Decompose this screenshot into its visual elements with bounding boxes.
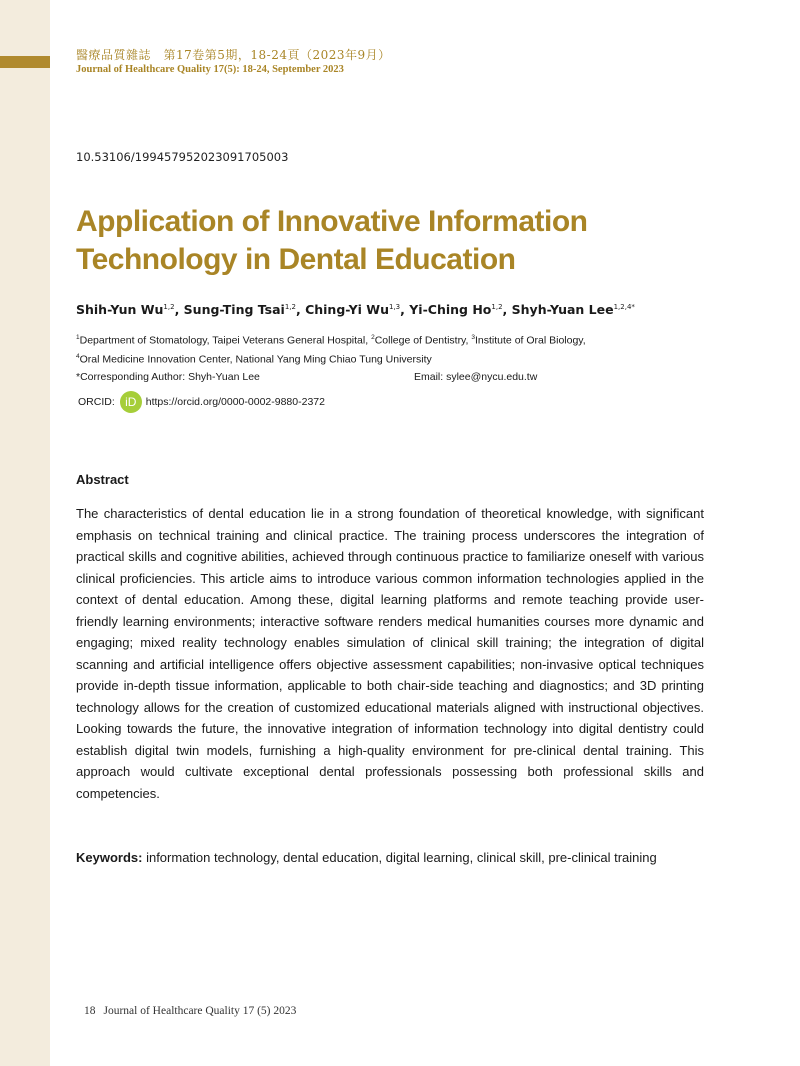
page-sidebar [0,0,50,1066]
sidebar-gold-tab [0,56,50,68]
affil-text: College of Dentistry, [374,334,472,347]
running-head-chinese: 醫療品質雜誌 第17卷第5期，18-24頁（2023年9月） [76,48,391,62]
author-affil: 1,2,4* [613,302,635,311]
corresponding-author: *Corresponding Author: Shyh-Yuan Lee [76,371,260,383]
author-name: Shih-Yun Wu [76,302,164,317]
keywords-text: information technology, dental education, digital learning, clinical skill, pre-clinical training [142,850,657,865]
abstract-body: The characteristics of dental education lie in a strong foundation of theoretical knowledge, with significant emphasis on technical training and clinical practice. The training process underscores the integration of practical skills and cognitive abilities, achieved through continuous practice to familiarize oneself with various clinical proficiencies. This article aims to introduce various common information technologies applied in the context of dental education. Among these, digital learning platforms and remote teaching provide user-friendly learning environments; interactive software renders medical humanities courses more dynamic and engaging; mixed reality technology enables simulation of clinical skill training; the integration of digital scanning and artificial intelligence offers objective assessment capabilities; non-invasive optical techniques provide in-depth tissue information, applicable to both chair-side teaching and diagnostics; and 3D printing technology allows for the creation of customized educational materials aligned with instructional objectives. Looking towards the future, the innovative integration of information technology into digital dentistry could establish digital twin models, furnishing a high-quality environment for pre-clinical dental training. This approach would cultivate exceptional dental professionals possessing both professional skills and competencies. [76,506,704,801]
affiliation-line [76,330,586,349]
affiliation-line [76,349,586,368]
footer-journal: Journal of Healthcare Quality 17 (5) 2023 [103,1005,297,1017]
orcid-label: ORCID: [78,396,115,408]
orcid-line [78,391,325,413]
author-affil: 1,2 [163,302,175,311]
affil-text: Institute of Oral Biology, [475,334,586,347]
affil-number: 3 [471,334,475,341]
author-affil: 1,2 [284,302,296,311]
page-number: 18 [84,1005,96,1017]
author-separator: , [502,302,512,317]
running-head [76,47,391,77]
affil-text: Department of Stomatology, Taipei Veterans General Hospital, [79,334,372,347]
affil-number: 4 [76,352,80,360]
orcid-link[interactable]: https://orcid.org/0000-0002-9880-2372 [145,396,325,408]
doi: 10.53106/199457952023091705003 [76,150,289,164]
affil-number: 2 [371,334,375,341]
affil-number: 1 [76,334,80,341]
author-separator: , [295,302,306,317]
author-separator: , [174,302,184,317]
author-name: Yi-Ching Ho [409,302,492,317]
affiliations [76,330,586,367]
page-footer [84,1005,296,1017]
orcid-icon: iD [120,391,142,413]
abstract-heading: Abstract [76,472,129,487]
running-head-english: Journal of Healthcare Quality 17(5): 18-24, September 2023 [76,64,344,75]
author-affil: 1,2 [491,302,503,311]
affil-text: Oral Medicine Innovation Center, National Yang Ming Chiao Tung University [79,353,432,365]
author-affil: 1,3 [389,302,401,311]
author-name: Sung-Ting Tsai [183,302,285,317]
author-list [76,302,635,317]
keywords [76,848,716,868]
paper-title: Application of Innovative Information Technology in Dental Education [76,205,588,276]
keywords-label: Keywords: [76,850,143,865]
author-name: Ching-Yi Wu [305,302,389,317]
author-name: Shyh-Yuan Lee [511,302,614,317]
author-separator: , [400,302,410,317]
corresponding-email: Email: sylee@nycu.edu.tw [414,371,538,383]
